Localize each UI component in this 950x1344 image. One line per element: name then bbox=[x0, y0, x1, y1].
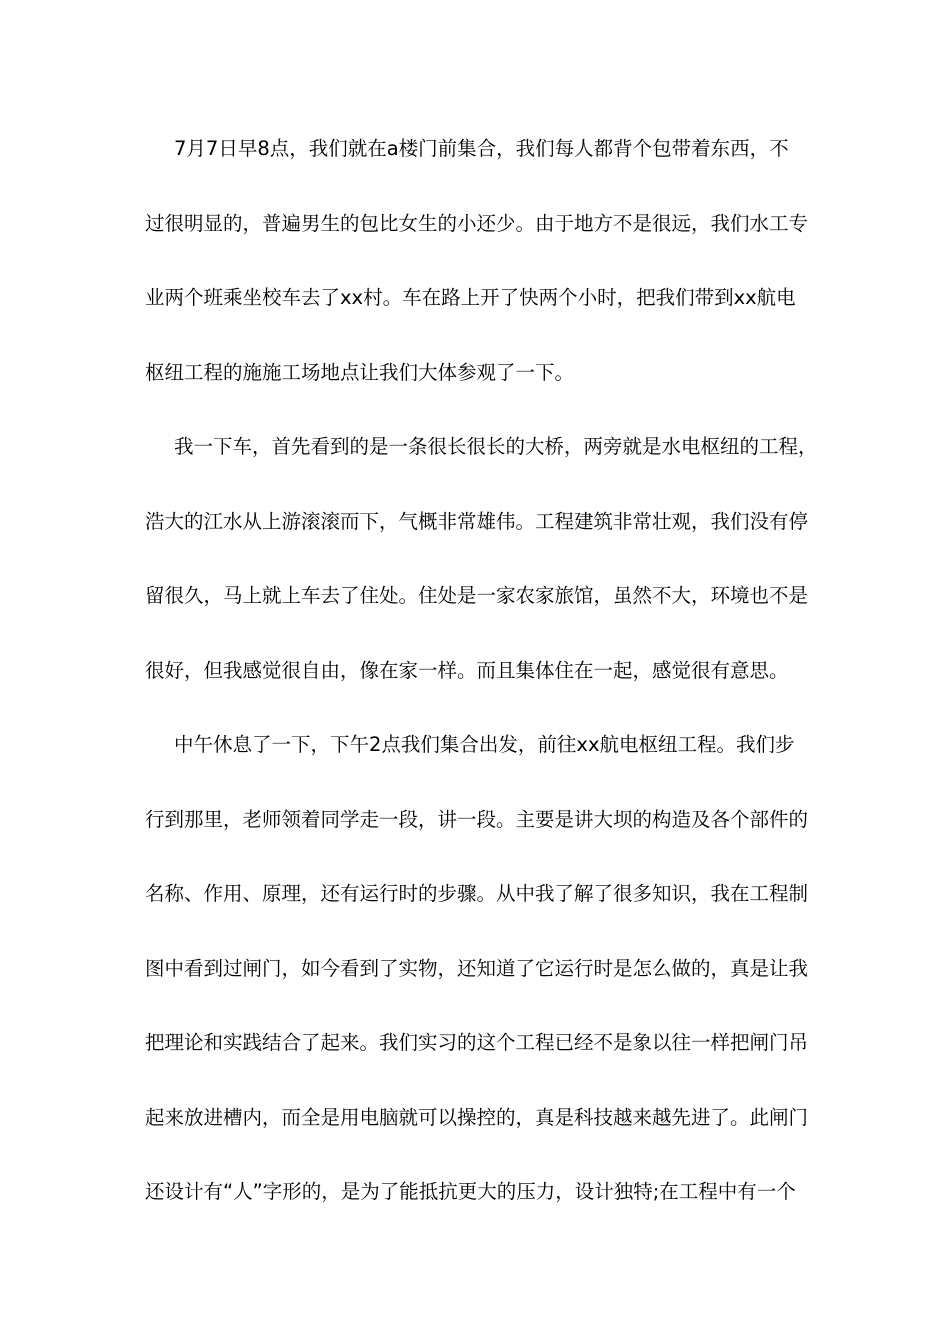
paragraph-2-line-4: 很好，但我感觉很自由，像在家一样。而且集体住在一起，感觉很有意思。 bbox=[145, 658, 789, 682]
paragraph-3-line-2: 行到那里，老师领着同学走一段，讲一段。主要是讲大坝的构造及各个部件的 bbox=[145, 807, 809, 831]
paragraph-1-line-4: 枢纽工程的施施工场地点让我们大体参观了一下。 bbox=[145, 360, 575, 384]
paragraph-2-line-2: 浩大的江水从上游滚滚而下，气概非常雄伟。工程建筑非常壮观，我们没有停 bbox=[145, 509, 809, 533]
paragraph-3-line-3: 名称、作用、原理，还有运行时的步骤。从中我了解了很多知识，我在工程制 bbox=[145, 882, 809, 905]
paragraph-1-line-1: 7月7日早8点，我们就在a楼门前集合，我们每人都背个包带着东西，不 bbox=[174, 137, 789, 160]
document-body bbox=[145, 112, 818, 1230]
paragraph-3-line-7: 还设计有“人”字形的，是为了能抵抗更大的压力，设计独特;在工程中有一个 bbox=[145, 1180, 796, 1203]
paragraph-3-line-5: 把理论和实践结合了起来。我们实习的这个工程已经不是象以往一样把闸门吊 bbox=[145, 1031, 809, 1054]
paragraph-2-line-3: 留很久，马上就上车去了住处。住处是一家农家旅馆，虽然不大，环境也不是 bbox=[145, 584, 809, 607]
paragraph-3-line-1: 中午休息了一下，下午2点我们集合出发，前往xx航电枢纽工程。我们步 bbox=[174, 733, 795, 756]
paragraph-1-line-3: 业两个班乘坐校车去了xx村。车在路上开了快两个小时，把我们带到xx航电 bbox=[145, 286, 796, 309]
paragraph-2-line-1: 我一下车，首先看到的是一条很长很长的大桥，两旁就是水电枢纽的工程， bbox=[174, 435, 818, 458]
paragraph-3-line-4: 图中看到过闸门，如今看到了实物，还知道了它运行时是怎么做的，真是让我 bbox=[145, 956, 809, 980]
paragraph-3-line-6: 起来放进槽内，而全是用电脑就可以操控的，真是科技越来越先进了。此闸门 bbox=[145, 1105, 809, 1129]
paragraph-1-line-2: 过很明显的，普遍男生的包比女生的小还少。由于地方不是很远，我们水工专 bbox=[145, 211, 809, 235]
